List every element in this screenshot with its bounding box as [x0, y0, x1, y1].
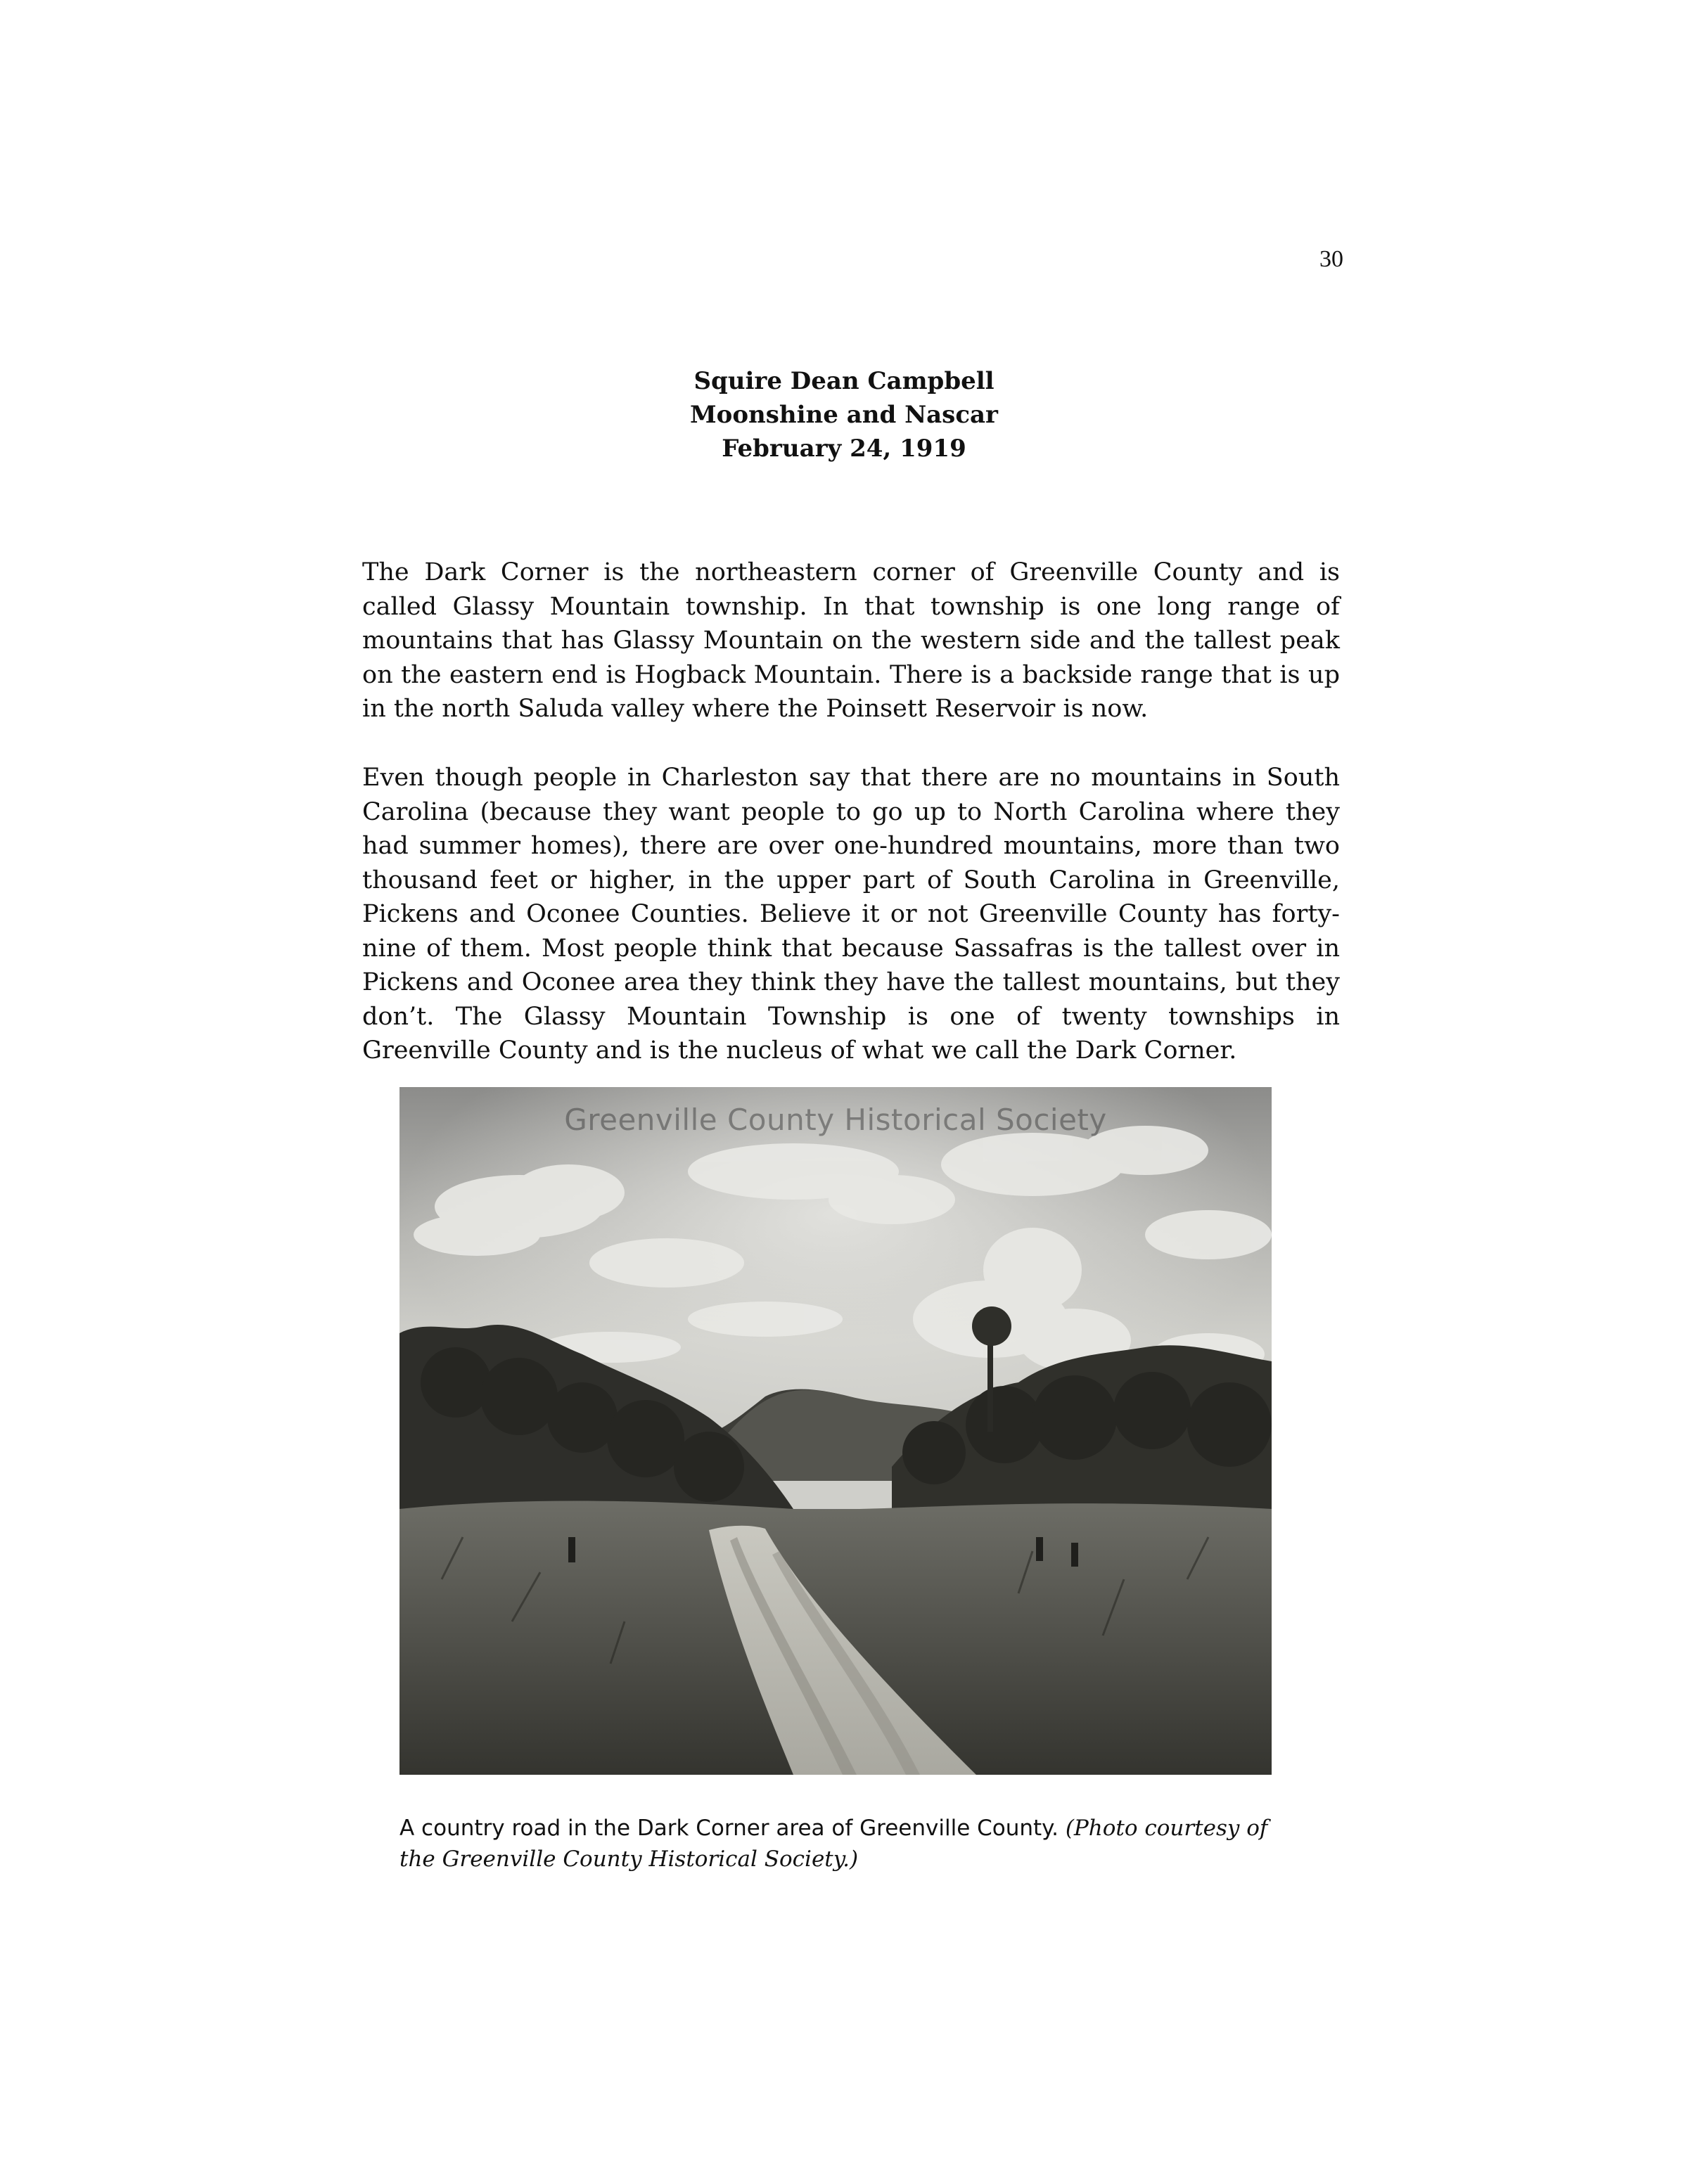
chapter-heading — [0, 364, 1688, 465]
country-road-photo — [399, 1087, 1272, 1775]
page-number: 30 — [1319, 246, 1343, 272]
photo-caption — [399, 1813, 1272, 1875]
heading-title: Squire Dean Campbell — [693, 367, 995, 395]
body-paragraph: The Dark Corner is the northeastern corner of Greenville County and is called Glassy Mountain township. In that township is one long range of mountains that has Glassy Mountain on the western side and the tallest peak on the eastern end is Hogback Mountain. There is a backside range that is up in the north Saluda valley where the Poinsett Reservoir is now. — [362, 558, 1340, 723]
body-paragraph: Even though people in Charleston say that there are no mountains in South Carolina (because they want people to go up to North Carolina where they had summer homes), there are over one-hundred mountains, more than two thousand feet or higher, in the upper part of South Carolina in Greenville, Pickens and Oconee Counties. Believe it or not Greenville County has forty-nine of them. Most people think that because Sassafras is the tallest over in Pickens and Oconee area they think they have the tallest mountains, but they don’t. The Glassy Mountain Township is one of twenty townships in Greenville County and is the nucleus of what we call the Dark Corner. — [362, 764, 1340, 1065]
heading-subtitle: Moonshine and Nascar — [690, 401, 998, 429]
heading-date: February 24, 1919 — [722, 435, 966, 463]
caption-text: A country road in the Dark Corner area of Greenville County. — [399, 1816, 1066, 1841]
photo-watermark: Greenville County Historical Society — [564, 1103, 1107, 1137]
caption-credit: (Photo courtesy of the Greenville County Historical Society.) — [399, 1816, 1268, 1872]
